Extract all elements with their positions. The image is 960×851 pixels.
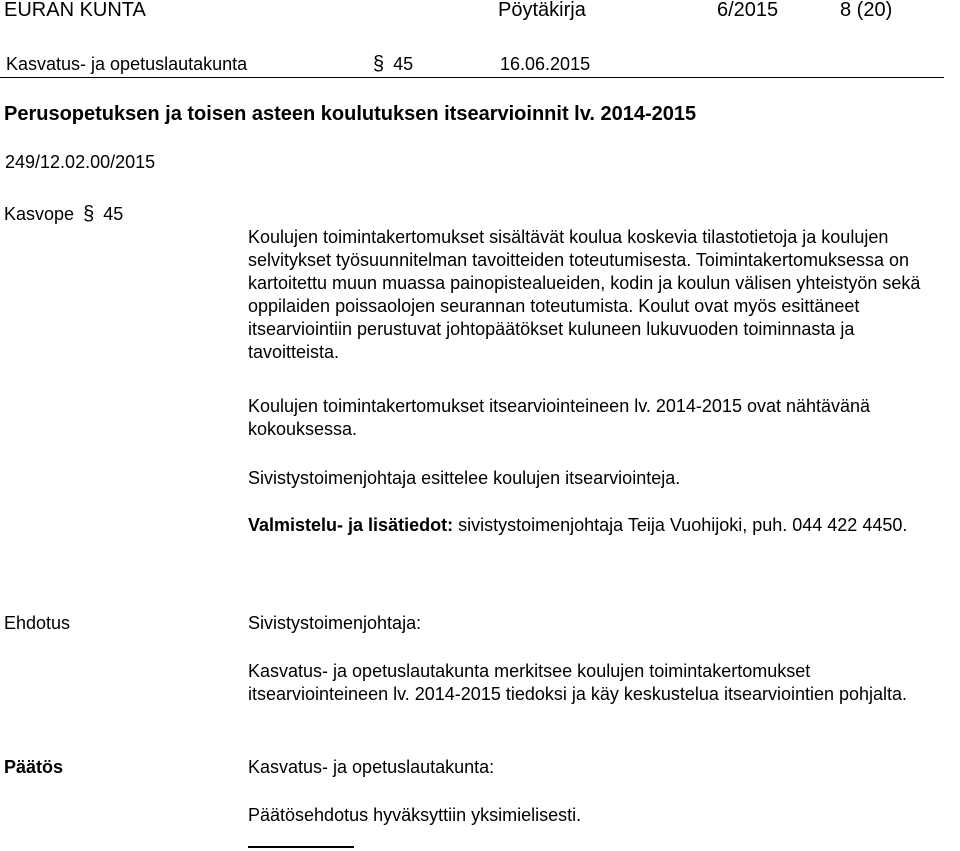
decision-body: Kasvatus- ja opetuslautakunta: <box>248 757 495 777</box>
contact-text: sivistystoimenjohtaja Teija Vuohijoki, puh. 044 422 4450. <box>458 515 908 535</box>
paragraph-2-text: Koulujen toimintakertomukset itsearviointeineen lv. 2014-2015 ovat nähtävänä kokouksessa. <box>248 396 871 439</box>
decision-text: Päätösehdotus hyväksyttiin yksimielisesti. <box>248 805 582 825</box>
decision-label: Päätös <box>4 757 64 777</box>
committee-name: Kasvatus- ja opetuslautakunta <box>6 54 248 74</box>
proposal-presenter: Sivistystoimenjohtaja: <box>248 613 422 633</box>
contact-paragraph <box>248 514 958 537</box>
preparer-section-label <box>4 203 123 225</box>
section-number: 45 <box>393 54 414 74</box>
paragraph-presentation <box>248 467 948 490</box>
proposal-text-block <box>248 660 948 706</box>
record-reference: 249/12.02.00/2015 <box>5 152 156 172</box>
paragraph-1-text: Koulujen toimintakertomukset sisältävät koulua koskevia tilastotietoja ja koulujen selvitykset työsuunnitelman tavoitteiden toteutumisesta. Toimintakertomuksessa on kartoitettu muun muassa painopistealueiden, kodin ja koulun välisen yhteistyön sekä oppilaiden poissaolojen seurannan toteutumista. Koulut ovat myös esittäneet itsearviointiin perustuvat johtopäätökset kuluneen lukuvuoden toiminnasta ja tavoitteista. <box>248 227 921 362</box>
item-title: Perusopetuksen ja toisen asteen koulutuksen itsearvioinnit lv. 2014-2015 <box>4 103 697 125</box>
paragraph-school-reports <box>248 226 928 364</box>
document-type: Pöytäkirja <box>498 0 586 21</box>
contact-label: Valmistelu- ja lisätiedot: <box>248 515 454 535</box>
page-number: 8 (20) <box>840 0 893 21</box>
preparer-label: Kasvope <box>4 204 75 224</box>
preparer-section-symbol: § <box>83 203 95 225</box>
paragraph-3-text: Sivistystoimenjohtaja esittelee koulujen itsearviointeja. <box>248 468 681 488</box>
meeting-date: 16.06.2015 <box>500 54 591 74</box>
paragraph-availability <box>248 395 898 441</box>
section-reference <box>373 53 413 75</box>
proposal-text: Kasvatus- ja opetuslautakunta merkitsee koulujen toimintakertomukset itsearviointeineen lv. 2014-2015 tiedoksi ja käy keskustelua itsearviointien pohjalta. <box>248 661 908 704</box>
preparer-section-number: 45 <box>103 204 124 224</box>
issue-number: 6/2015 <box>717 0 779 21</box>
section-symbol: § <box>373 53 385 75</box>
proposal-label: Ehdotus <box>4 613 71 633</box>
header-divider <box>0 77 944 78</box>
closing-rule <box>248 846 354 848</box>
contact-info <box>248 514 958 537</box>
organization-name: EURAN KUNTA <box>4 0 146 21</box>
